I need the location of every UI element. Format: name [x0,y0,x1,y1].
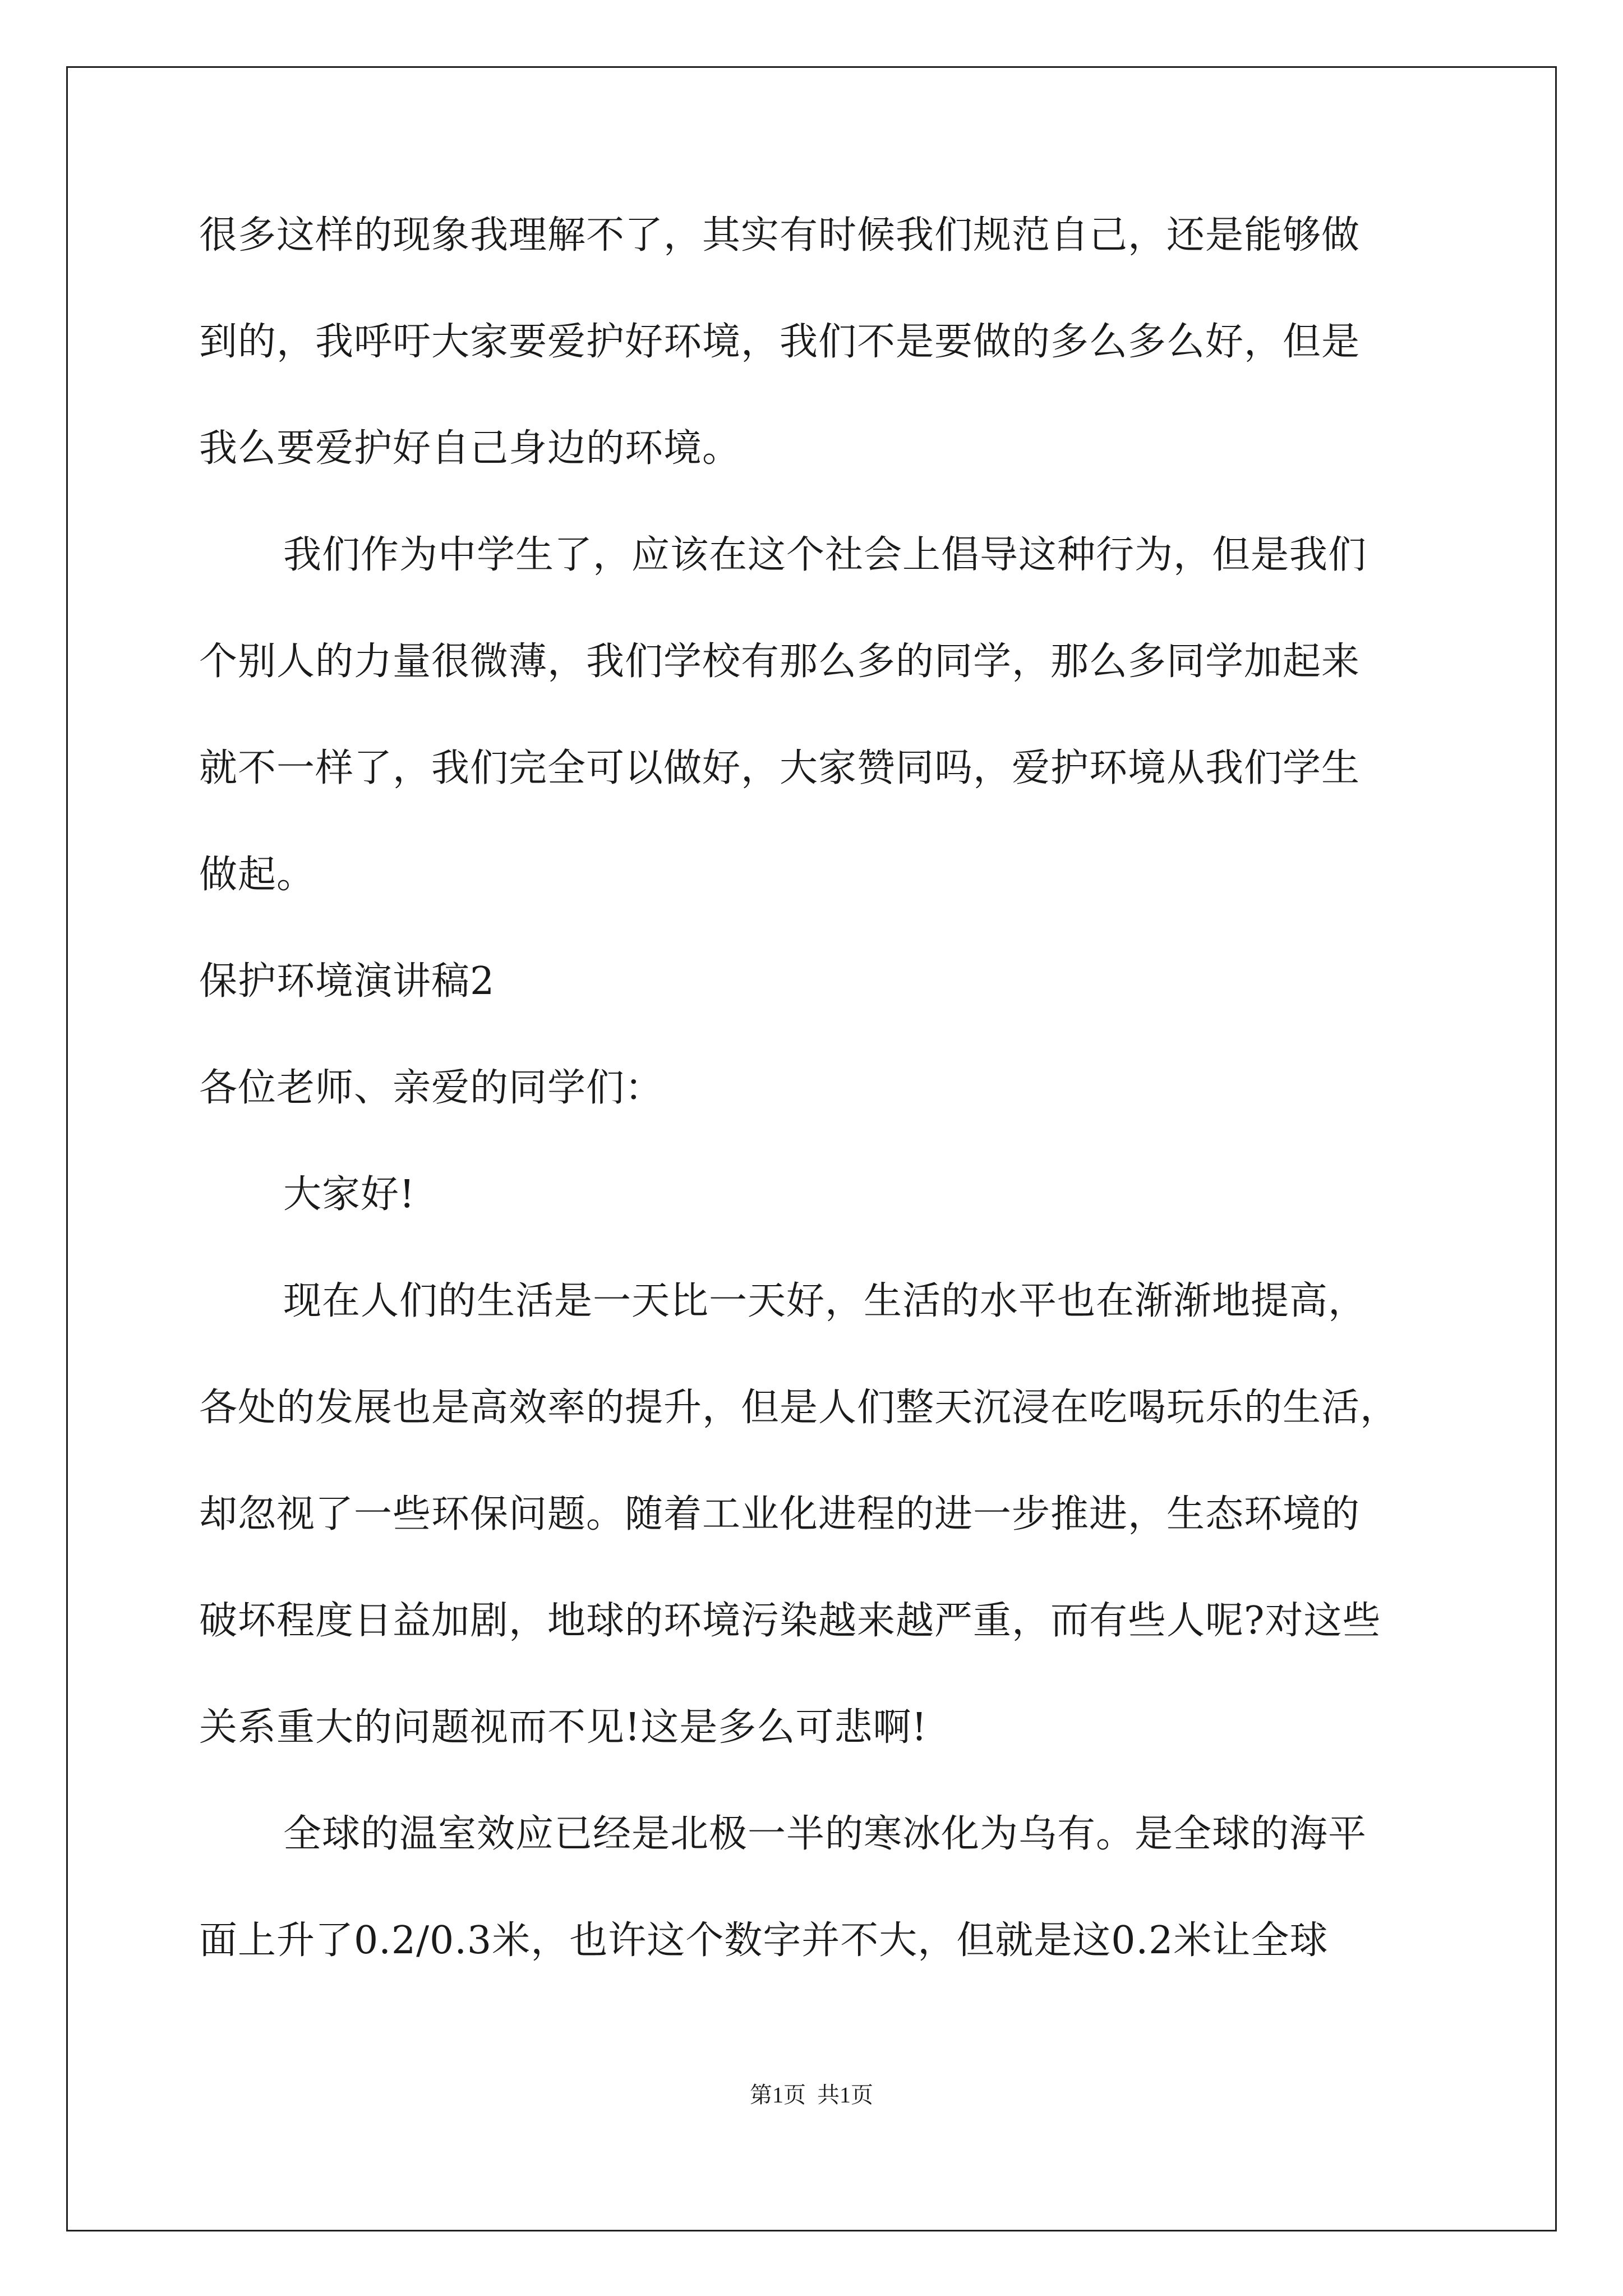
body-line-6: 就不一样了，我们完全可以做好，大家赞同吗，爱护环境从我们学生 [199,746,1361,790]
body-line-9: 各处的发展也是高效率的提升，但是人们整天沉浸在吃喝玩乐的生活， [199,1386,1399,1430]
body-line-1: 很多这样的现象我理解不了，其实有时候我们规范自己，还是能够做 [199,213,1361,257]
section-heading: 保护环境演讲稿2 [199,959,495,1004]
body-line-13: 全球的温室效应已经是北极一半的寒冰化为乌有。是全球的海平 [283,1812,1367,1856]
page-number-footer: 第1页 共1页 [750,2082,873,2108]
body-line-3: 我么要爱护好自己身边的环境。 [199,426,741,471]
salutation: 各位老师、亲爱的同学们： [199,1066,664,1110]
body-line-2: 到的，我呼吁大家要爱护好环境，我们不是要做的多么多么好，但是 [199,320,1361,364]
body-line-11: 破坏程度日益加剧，地球的环境污染越来越严重，而有些人呢?对这些 [199,1599,1381,1643]
body-line-8: 现在人们的生活是一天比一天好，生活的水平也在渐渐地提高， [283,1279,1367,1323]
body-line-10: 却忽视了一些环保问题。随着工业化进程的进一步推进，生态环境的 [199,1492,1361,1536]
body-line-4: 我们作为中学生了，应该在这个社会上倡导这种行为，但是我们 [283,533,1367,577]
body-line-5: 个别人的力量很微薄，我们学校有那么多的同学，那么多同学加起来 [199,639,1361,684]
greeting: 大家好! [283,1172,416,1217]
body-line-14: 面上升了0.2/0.3米，也许这个数字并不大，但就是这0.2米让全球 [199,1918,1329,1963]
body-line-7: 做起。 [199,853,316,897]
body-line-12: 关系重大的问题视而不见!这是多么可悲啊! [199,1705,928,1750]
page-border [66,66,1557,2231]
